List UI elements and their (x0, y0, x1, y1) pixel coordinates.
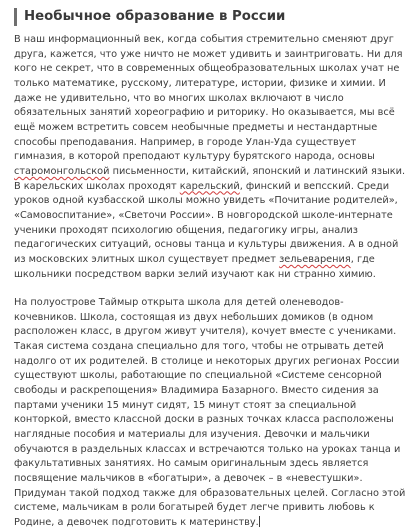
title-bar (14, 8, 406, 26)
paragraph-1-text-b: письменности, китайский, японский и латинский языки. В карельских школах проходят (14, 165, 406, 192)
spellcheck-word-karelskiy[interactable]: карельский (179, 180, 240, 192)
paragraph-1 (14, 33, 406, 282)
spellcheck-word-staromongolskoy[interactable]: старомонгольской (14, 165, 110, 177)
paragraph-2[interactable] (14, 296, 406, 531)
paragraph-1-text-a: В наш информационный век, когда события стремительно сменяют друг друга, кажется, что уже ничто не может удивить и заинтриговать. Ни для кого не секрет, что в современных общеобразовательных школах учат не только математике, русскому, литературе, истории, физике и химии. И даже не удивительно, что во многих школах включают в число обязательных занятий хореографию и риторику. Но оказывается, мы всё ещё можем встретить совсем необычные предметы и нестандартные способы преподавания. Например, в городе Улан-Уда существует гимназия, в которой преподают культуру бурятского народа, основы (14, 34, 403, 163)
paragraph-2-text: На полуострове Таймыр открыта школа для детей оленеводов-кочевников. Школа, состоящая из двух небольших домиков (в одном расположен класс, в другом живут учителя), кочует вместе с учениками. Такая система создана специально для того, чтобы не отрывать детей надолго от их родителей. В столице и некоторых других регионах России существуют школы, работающие по специальной «Системе сенсорной свободы и раскрепощения» Владимира Базарного. Вместо сидения за партами ученики 15 минут сидят, 15 минут стоят за специальной конторкой, вместо классной доски в разных точках класса расположены наглядные пособия и материалы для изучения. Девочки и мальчики обучаются в раздельных классах и встречаются только на уроках танца и факультативных занятиях. Но самым оригинальным здесь является посвящение мальчиков в «богатыри», а девочек – в «невестушки». Придуман такой подход также для образовательных целей. Согласно этой системе, мальчикам в роли богатырей будет легче привить любовь к Родине, а девочек подготовить к материнству. (14, 297, 406, 528)
text-cursor (259, 516, 260, 527)
spellcheck-word-zelevareniya[interactable]: зельеварения (279, 253, 351, 265)
paragraph-1-text-d: , где школьники посредством варки зелий изучают как ни странно химию. (14, 253, 376, 280)
article-title: Необычное образование в России (24, 9, 286, 24)
paragraph-1-text-c: , финский и вепсский. Среди уроков одной кузбасской школы можно увидеть «Почитание родителей», «Самовоспитание», «Светочи России». В новгородской школе-интернате ученики проходят психологию общения, педагогику игры, анализ педагогических ситуаций, основы танца и культуры движения. А в одной из московских элитных школ существует предмет (14, 180, 399, 265)
